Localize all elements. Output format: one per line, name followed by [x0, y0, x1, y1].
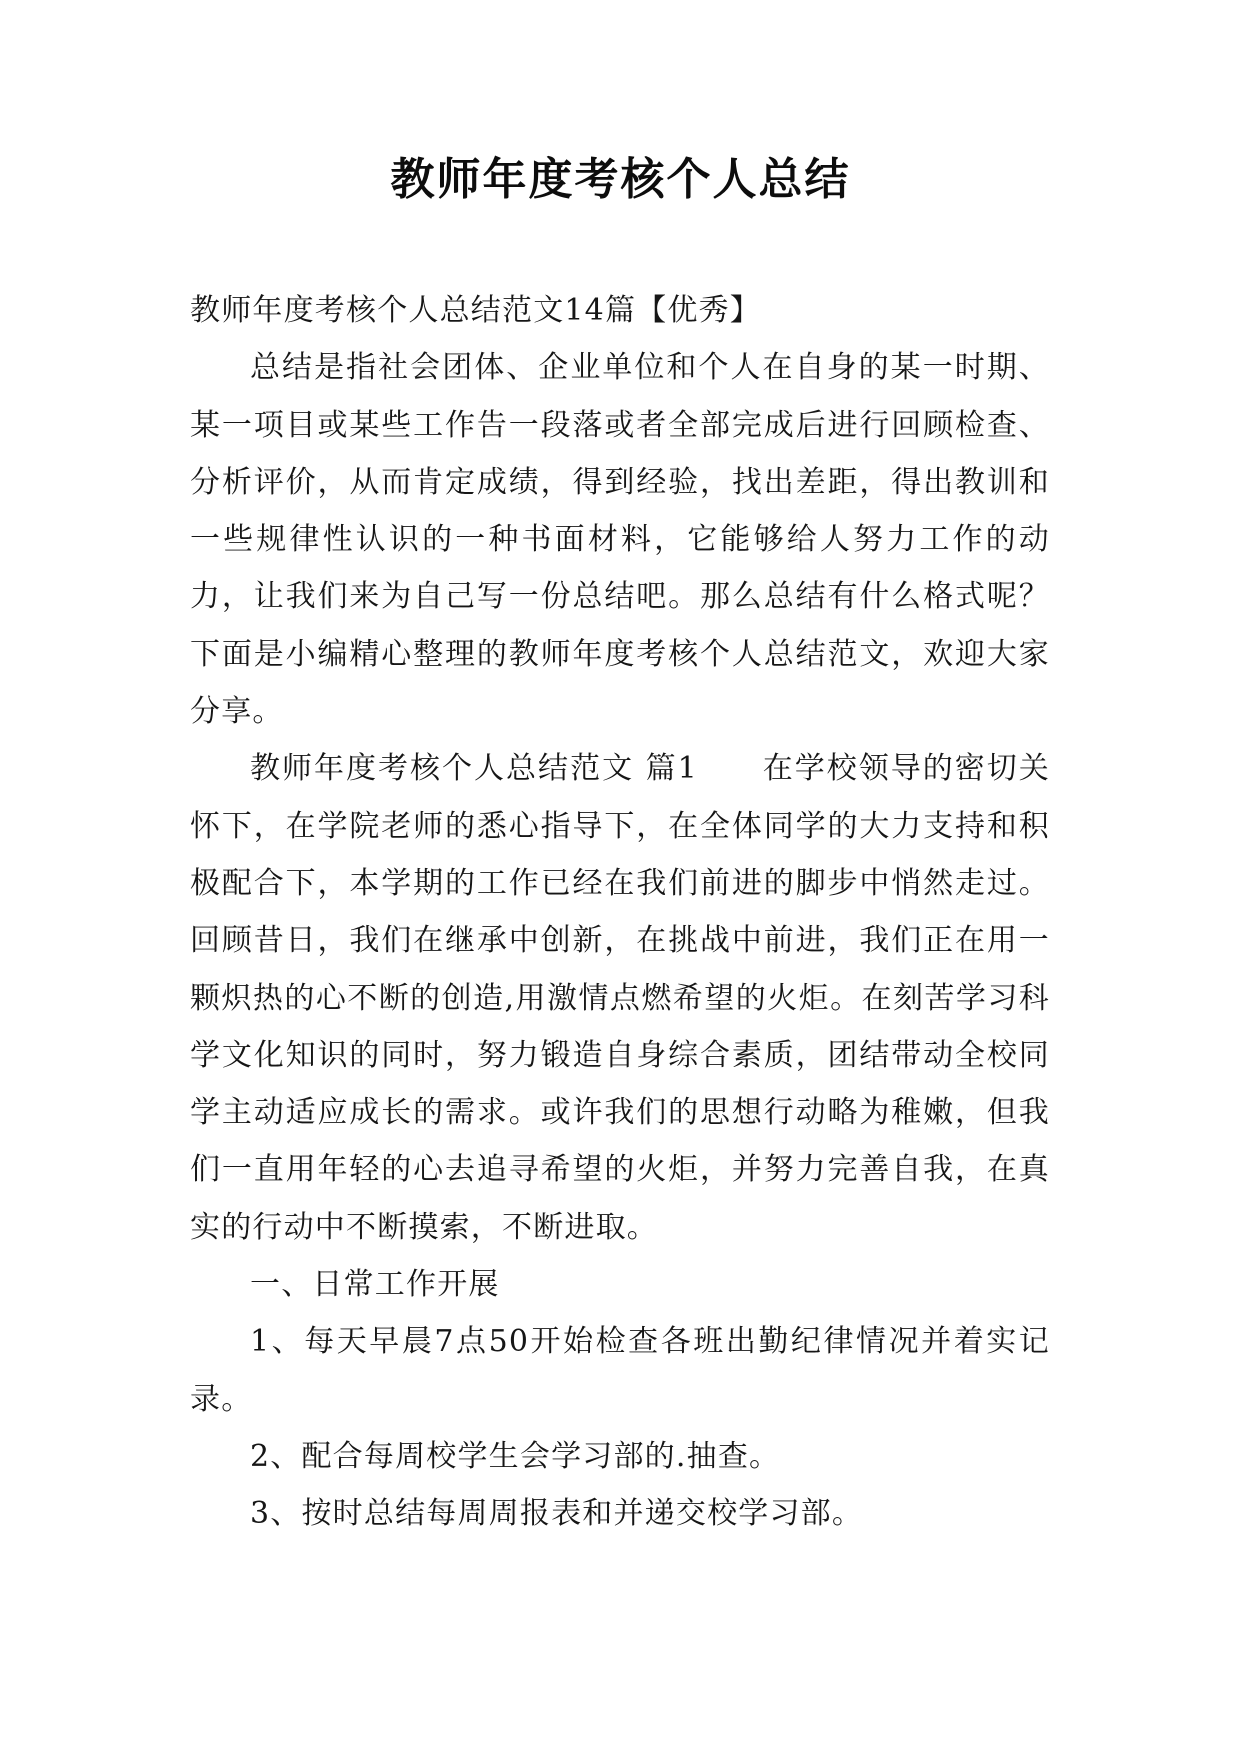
- list-item-1: 1、每天早晨7点50开始检查各班出勤纪律情况并着实记录。: [190, 1324, 1050, 1417]
- section-heading-daily-work: 一、日常工作开展: [250, 1267, 500, 1303]
- document-title: 教师年度考核个人总结: [390, 154, 851, 205]
- list-item-3: 3、按时总结每周周报表和并递交校学习部。: [250, 1496, 864, 1532]
- document-body: [190, 282, 1050, 1543]
- document-subtitle: 教师年度考核个人总结范文14篇【优秀】: [190, 293, 761, 328]
- intro-paragraph: 总结是指社会团体、企业单位和个人在自身的某一时期、某一项目或某些工作告一段落或者全部完成后进行回顾检查、分析评价，从而肯定成绩，得到经验，找出差距，得出教训和一些规律性认识的一种书面材料，它能够给人努力工作的动力，让我们来为自己写一份总结吧。那么总结有什么格式呢？下面是小编精心整理的教师年度考核个人总结范文，欢迎大家分享。: [190, 350, 1050, 730]
- list-item-2: 2、配合每周校学生会学习部的.抽查。: [250, 1438, 781, 1474]
- section-1-paragraph: 教师年度考核个人总结范文 篇1 在学校领导的密切关怀下，在学院老师的悉心指导下，在全体同学的大力支持和积极配合下，本学期的工作已经在我们前进的脚步中悄然走过。回顾昔日，我们在继承中创新，在挑战中前进，我们正在用一颗炽热的心不断的创造,用激情点燃希望的火炬。在刻苦学习科学文化知识的同时，努力锻造自身综合素质，团结带动全校同学主动适应成长的需求。或许我们的思想行动略为稚嫩，但我们一直用年轻的心去追寻希望的火炬，并努力完善自我，在真实的行动中不断摸索，不断进取。: [190, 751, 1050, 1245]
